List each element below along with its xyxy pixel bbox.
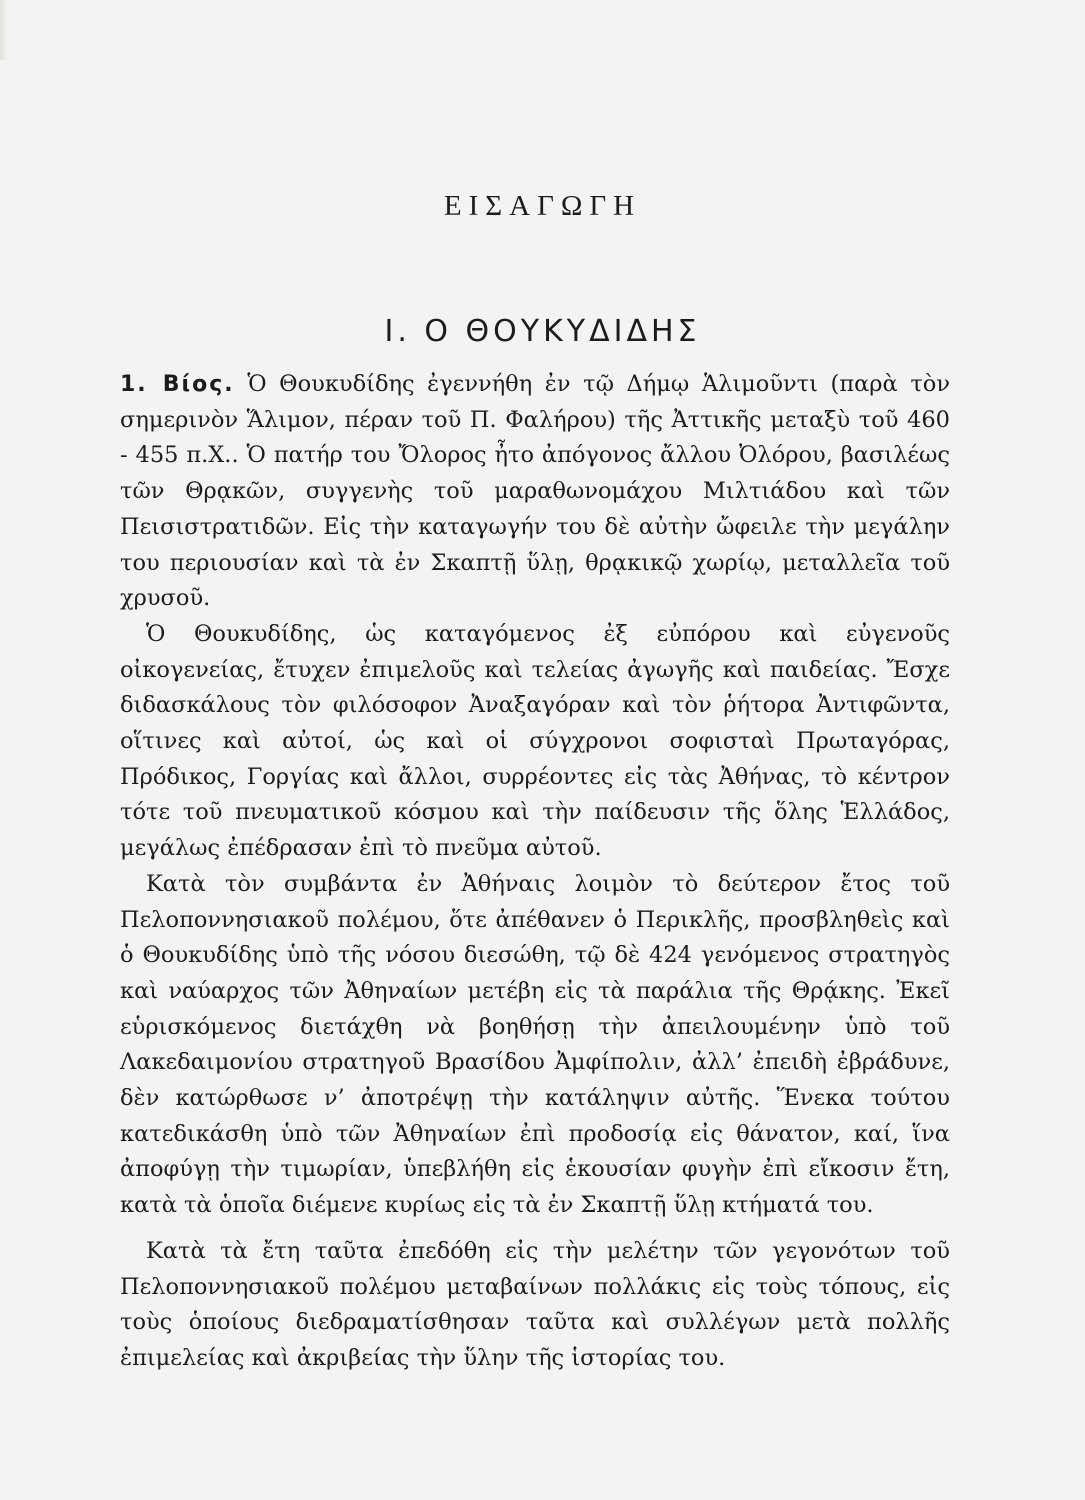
paragraph-4: Κατὰ τὰ ἔτη ταῦτα ἐπεδόθη εἰς τὴν μελέτην τῶν γεγονότων τοῦ Πελοποννησιακοῦ πολέμου μεταβαίνων πολλάκις εἰς τοὺς τόπους, εἰς τοὺς ὁποίους διεδραματίσθησαν ταῦτα καὶ συλλέγων μετὰ πολλῆς ἐπιμελείας καὶ ἀκριβείας τὴν ὕλην τῆς ἱστορίας του.	[120, 1237, 950, 1371]
paragraph-3: Κατὰ τὸν συμβάντα ἐν Ἀθήναις λοιμὸν τὸ δεύτερον ἔτος τοῦ Πελοποννησιακοῦ πολέμου, ὅτε ἀπέθανεν ὁ Περικλῆς, προσβληθεὶς καὶ ὁ Θουκυδίδης ὑπὸ τῆς νόσου διεσώθη, τῷ δὲ 424 γενόμενος στρατηγὸς καὶ ναύαρχος τῶν Ἀθηναίων μετέβη εἰς τὰ παράλια τῆς Θρᾴκης. Ἐκεῖ εὑρισκόμενος διετάχθη νὰ βοηθήσῃ τὴν ἀπειλουμένην ὑπὸ τοῦ Λακεδαιμονίου στρατηγοῦ Βρασίδου Ἀμφίπολιν, ἀλλ’ ἐπειδὴ ἐβράδυνε, δὲν κατώρθωσε ν’ ἀποτρέψῃ τὴν κατάληψιν αὐτῆς. Ἕνεκα τούτου κατεδικάσθη ὑπὸ τῶν Ἀθηναίων ἐπὶ προδοσίᾳ εἰς θάνατον, καί, ἵνα ἀποφύγῃ τὴν τιμωρίαν, ὑπεβλήθη εἰς ἑκουσίαν φυγὴν ἐπὶ εἴκοσιν ἔτη, κατὰ τὰ ὁποῖα διέμενε κυρίως εἰς τὰ ἐν Σκαπτῇ ὕλῃ κτήματά του.	[120, 870, 950, 1219]
section-label: 1. Βίος.	[120, 372, 235, 397]
body-text	[120, 367, 950, 1377]
main-title: ΕΙΣΑΓΩΓΗ	[443, 190, 642, 222]
chapter-title: Ι. Ο ΘΟΥΚΥΔΙΔΗΣ	[384, 314, 701, 349]
paragraph-1	[120, 367, 950, 617]
paragraph-2: Ὁ Θουκυδίδης, ὡς καταγόμενος ἐξ εὐπόρου καὶ εὐγενοῦς οἰκογενείας, ἔτυχεν ἐπιμελοῦς καὶ τελείας ἀγωγῆς καὶ παιδείας. Ἔσχε διδασκάλους τὸν φιλόσοφον Ἀναξαγόραν καὶ τὸν ῥήτορα Ἀντιφῶντα, οἵτινες καὶ αὐτοί, ὡς καὶ οἱ σύγχρονοι σοφισταὶ Πρωταγόρας, Πρόδικος, Γοργίας καὶ ἄλλοι, συρρέοντες εἰς τὰς Ἀθήνας, τὸ κέντρον τότε τοῦ πνευματικοῦ κόσμου καὶ τὴν παίδευσιν τῆς ὅλης Ἑλλάδος, μεγάλως ἐπέδρασαν ἐπὶ τὸ πνεῦμα αὐτοῦ.	[120, 620, 950, 862]
page-edge-shadow	[0, 0, 8, 60]
paragraph-1-text: Ὁ Θουκυδίδης ἐγεννήθη ἐν τῷ Δήμῳ Ἁλιμοῦντι (παρὰ τὸν σημερινὸν Ἅλιμον, πέραν τοῦ Π. Φαλήρου) τῆς Ἀττικῆς μεταξὺ τοῦ 460 - 455 π.Χ.. Ὁ πατήρ του Ὄλορος ἦτο ἀπόγονος ἄλλου Ὀλόρου, βασιλέως τῶν Θρᾳκῶν, συγγενὴς τοῦ μαραθωνομάχου Μιλτιάδου καὶ τῶν Πεισιστρατιδῶν. Εἰς τὴν καταγωγήν του δὲ αὐτὴν ὤφειλε τὴν μεγάλην του περιουσίαν καὶ τὰ ἐν Σκαπτῇ ὕλῃ, θρᾳκικῷ χωρίῳ, μεταλλεῖα τοῦ χρυσοῦ.	[120, 371, 950, 612]
